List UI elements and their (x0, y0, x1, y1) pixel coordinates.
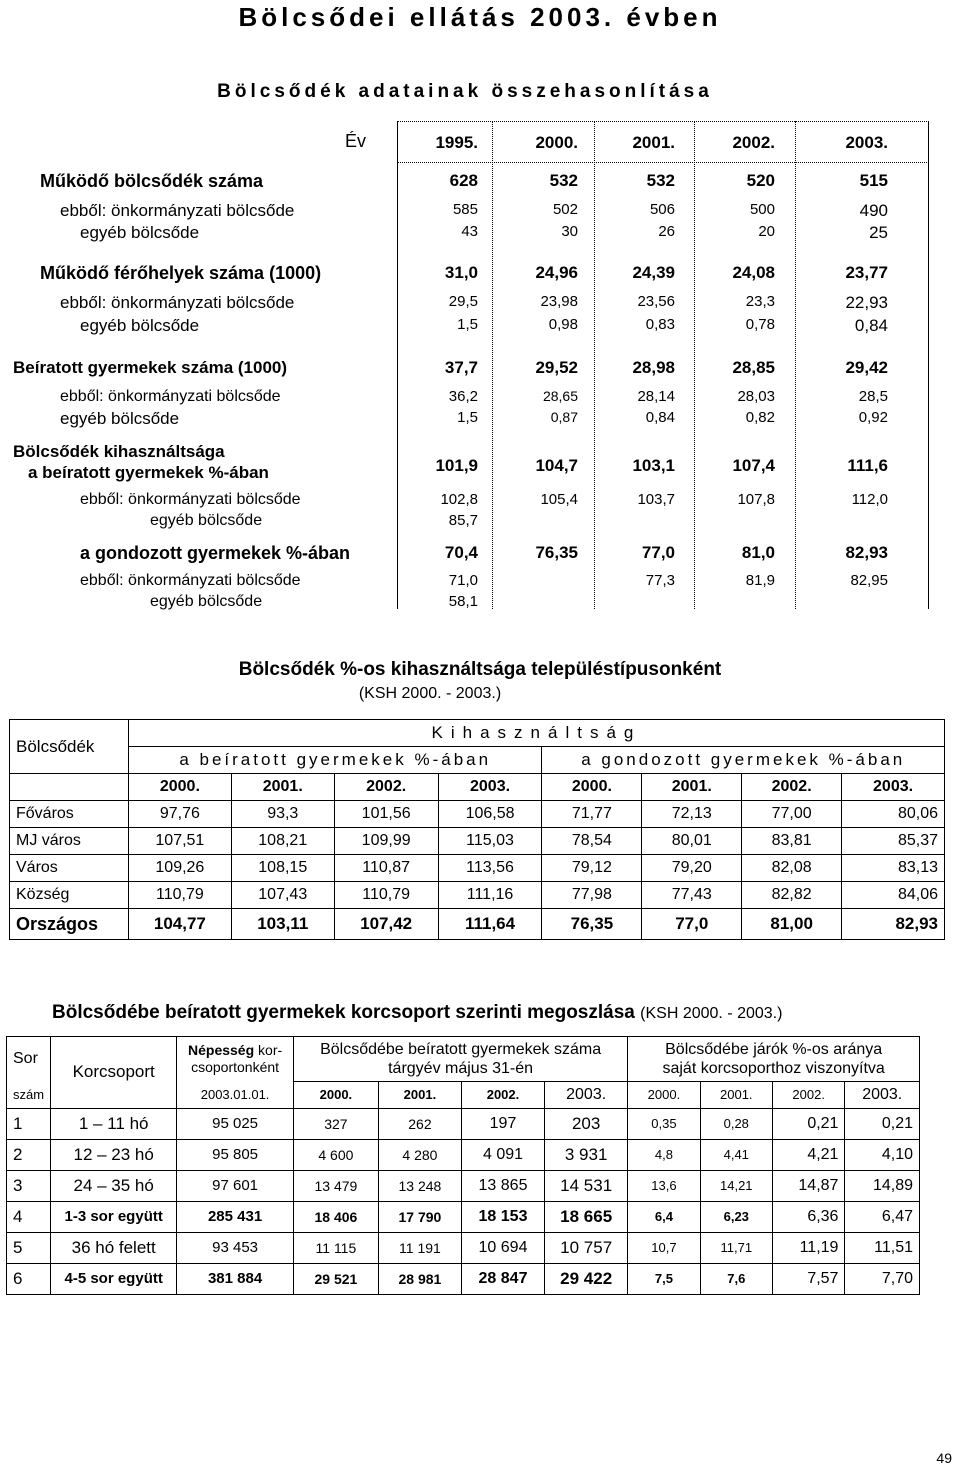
table-cell: 29 422 (545, 1263, 628, 1294)
table-cell: 105,4 (540, 491, 578, 508)
table-cell: 502 (552, 201, 578, 218)
table-cell: 13 479 (293, 1170, 378, 1201)
row-label: 36 hó felett (51, 1232, 177, 1263)
table-cell: 30 (561, 223, 578, 240)
table-row (7, 1170, 920, 1201)
table-cell: 28,85 (732, 358, 775, 377)
col-enrolled (293, 1037, 627, 1082)
table-cell: 93,3 (231, 801, 334, 828)
table-cell: 72,13 (642, 801, 742, 828)
table-cell: 4 091 (461, 1139, 544, 1170)
table-cell: 11,19 (772, 1232, 845, 1263)
table-cell: 18 406 (293, 1201, 378, 1232)
year-header: 2003. (842, 774, 945, 801)
table-cell: 23,77 (845, 263, 888, 282)
table-cell: 7,70 (845, 1263, 920, 1294)
table-cell: 4,10 (845, 1139, 920, 1170)
col-enrolled-2: tárgyév május 31-én (388, 1059, 534, 1077)
row-label: egyéb bölcsőde (150, 512, 263, 529)
row-label: Város (10, 855, 129, 882)
table-cell: 0,98 (548, 316, 578, 333)
year-header: 2001. (642, 774, 742, 801)
table-cell: 109,99 (334, 828, 438, 855)
row-label: 1 – 11 hó (51, 1108, 177, 1139)
table-cell: 7,6 (700, 1263, 772, 1294)
table-cell: 85,7 (448, 512, 478, 529)
table-cell: 515 (859, 171, 888, 190)
grid-line (397, 162, 929, 163)
table-cell: 81,0 (741, 543, 775, 562)
grid-line (397, 121, 929, 122)
table-row (10, 801, 945, 828)
table-cell: 0,84 (854, 316, 888, 335)
table-cell: 77,0 (642, 909, 742, 940)
row-number: 3 (7, 1170, 51, 1201)
table-cell: 6,47 (845, 1201, 920, 1232)
col-population-date: 2003.01.01. (177, 1081, 294, 1108)
table-cell: 14,87 (772, 1170, 845, 1201)
year-header: 2001. (231, 774, 334, 801)
table-cell: 28,5 (858, 388, 888, 405)
age-group-table (6, 1036, 920, 1295)
table-cell: 0,84 (645, 409, 675, 426)
table-cell: 29,42 (845, 358, 888, 377)
row-label: Beíratott gyermekek száma (1000) (13, 358, 288, 377)
table-cell: 103,7 (637, 491, 675, 508)
table-cell: 77,43 (642, 882, 742, 909)
row-label: Község (10, 882, 129, 909)
table-cell: 83,81 (742, 828, 842, 855)
section3-heading (52, 1002, 782, 1024)
table-cell: 17 790 (378, 1201, 461, 1232)
table-cell: 82,93 (845, 543, 888, 562)
row-label: Országos (10, 909, 129, 940)
table-cell: 24,96 (535, 263, 578, 282)
row-label: 4-5 sor együtt (51, 1263, 177, 1294)
sub-header-enrolled: a beíratott gyermekek %-ában (128, 747, 542, 774)
col-population-1b: kor- (258, 1042, 283, 1058)
population-cell: 95 025 (177, 1108, 294, 1139)
year-header: 2003. (845, 133, 888, 152)
table-cell: 101,56 (334, 801, 438, 828)
page-title: Bölcsődei ellátás 2003. évben (238, 2, 722, 32)
table-cell: 24,08 (732, 263, 775, 282)
table-cell: 28 981 (378, 1263, 461, 1294)
table-cell: 107,8 (737, 491, 775, 508)
col-ratio (628, 1037, 920, 1082)
grid-line (795, 121, 796, 609)
col-korcsoport: Korcsoport (51, 1037, 177, 1109)
table-cell: 82,82 (742, 882, 842, 909)
table-cell: 107,51 (128, 828, 231, 855)
table-row (7, 1139, 920, 1170)
row-label: egyéb bölcsőde (60, 409, 180, 428)
table-cell: 11 191 (378, 1232, 461, 1263)
grid-line (492, 121, 493, 609)
table-cell: 0,35 (628, 1108, 700, 1139)
table-cell: 532 (646, 171, 675, 190)
table-cell: 82,95 (850, 572, 888, 589)
year-header: 2000. (628, 1081, 700, 1108)
blank-cell (10, 774, 129, 801)
table-cell: 23,3 (745, 293, 775, 310)
table-cell: 0,83 (645, 316, 675, 333)
table-cell: 81,9 (745, 572, 775, 589)
page-number: 49 (936, 1450, 952, 1466)
row-label: a gondozott gyermekek %-ában (80, 543, 351, 563)
col-population (177, 1037, 294, 1082)
table-cell: 81,00 (742, 909, 842, 940)
table-cell: 102,8 (440, 491, 478, 508)
table-cell: 11,51 (845, 1232, 920, 1263)
table-cell: 25 (869, 223, 888, 242)
population-cell: 381 884 (177, 1263, 294, 1294)
row-label: ebből: önkormányzati bölcsőde (80, 572, 301, 589)
table-cell: 0,21 (845, 1108, 920, 1139)
table-cell: 1,5 (457, 316, 478, 333)
row-label: egyéb bölcsőde (150, 593, 263, 610)
table-cell: 13,6 (628, 1170, 700, 1201)
row-label: ebből: önkormányzati bölcsőde (60, 201, 295, 220)
table-cell: 43 (461, 223, 478, 240)
table-row (10, 882, 945, 909)
year-header: 2003. (845, 1081, 920, 1108)
table-cell: 13 865 (461, 1170, 544, 1201)
year-header: 2003. (545, 1081, 628, 1108)
table-cell: 71,0 (448, 572, 478, 589)
table-cell: 18 153 (461, 1201, 544, 1232)
table-cell: 97,76 (128, 801, 231, 828)
year-header: 2003. (438, 774, 542, 801)
table-cell: 110,79 (334, 882, 438, 909)
population-cell: 95 805 (177, 1139, 294, 1170)
table-cell: 520 (746, 171, 775, 190)
year-header: 2001. (632, 133, 675, 152)
table-row (7, 1263, 920, 1294)
row-label: 1-3 sor együtt (51, 1201, 177, 1232)
table-cell: 14,89 (845, 1170, 920, 1201)
table-cell: 111,6 (847, 456, 888, 475)
table-cell: 22,93 (845, 293, 888, 312)
table-cell: 31,0 (444, 263, 478, 282)
table-cell: 37,7 (444, 358, 478, 377)
row-header: Bölcsődék (10, 720, 129, 774)
table-cell: 197 (461, 1108, 544, 1139)
table-cell: 85,37 (842, 828, 945, 855)
table-cell: 77,0 (641, 543, 675, 562)
table-cell: 107,4 (732, 456, 775, 475)
section3-title: Bölcsődébe beíratott gyermekek korcsoport szerinti megoszlása (52, 1002, 635, 1023)
table-cell: 109,26 (128, 855, 231, 882)
row-label: ebből: önkormányzati bölcsőde (60, 293, 295, 312)
settlement-table (9, 719, 945, 940)
col-ratio-2: saját korcsoporthoz viszonyítva (662, 1059, 885, 1077)
table-cell: 500 (749, 201, 775, 218)
table-cell: 113,56 (438, 855, 542, 882)
table-cell: 108,21 (231, 828, 334, 855)
table-cell: 29,5 (448, 293, 478, 310)
table-cell: 77,00 (742, 801, 842, 828)
table-cell: 10 757 (545, 1232, 628, 1263)
table-cell: 506 (649, 201, 675, 218)
table-cell: 108,15 (231, 855, 334, 882)
table-cell: 6,4 (628, 1201, 700, 1232)
population-cell: 93 453 (177, 1232, 294, 1263)
table-cell: 107,42 (334, 909, 438, 940)
row-number: 1 (7, 1108, 51, 1139)
table-cell: 4,8 (628, 1139, 700, 1170)
table-cell: 11,71 (700, 1232, 772, 1263)
table-cell: 585 (452, 201, 478, 218)
col-population-2: csoportonként (191, 1059, 280, 1075)
table-cell: 104,7 (535, 456, 578, 475)
grid-line (694, 121, 695, 609)
table-cell: 26 (658, 223, 675, 240)
table-cell: 0,78 (745, 316, 775, 333)
row-label: egyéb bölcsőde (80, 316, 200, 335)
table-cell: 104,77 (128, 909, 231, 940)
table-cell: 28,65 (542, 388, 578, 404)
row-number: 4 (7, 1201, 51, 1232)
table-cell: 82,93 (842, 909, 945, 940)
grid-line (594, 121, 595, 609)
table-cell: 36,2 (448, 388, 478, 405)
year-header: 2002. (461, 1081, 544, 1108)
table-cell: 6,36 (772, 1201, 845, 1232)
row-label: 24 – 35 hó (51, 1170, 177, 1201)
table-cell: 0,28 (700, 1108, 772, 1139)
table-cell: 110,87 (334, 855, 438, 882)
table-cell: 0,87 (550, 409, 578, 425)
table-cell: 29,52 (535, 358, 578, 377)
year-header: 2000. (535, 133, 578, 152)
table-row (7, 1201, 920, 1232)
table-cell: 4,41 (700, 1139, 772, 1170)
table-cell: 80,06 (842, 801, 945, 828)
table-cell: 107,43 (231, 882, 334, 909)
table-cell: 112,0 (851, 491, 888, 508)
table-cell: 28,98 (632, 358, 675, 377)
table-cell: 23,56 (637, 293, 675, 310)
table-cell: 115,03 (438, 828, 542, 855)
table-cell: 262 (378, 1108, 461, 1139)
row-number: 2 (7, 1139, 51, 1170)
table-row (10, 828, 945, 855)
table-cell: 28,03 (737, 388, 775, 405)
table-cell: 7,5 (628, 1263, 700, 1294)
year-header: 2000. (128, 774, 231, 801)
col-ratio-1: Bölcsődébe járók %-os aránya (665, 1040, 883, 1058)
row-label: 12 – 23 hó (51, 1139, 177, 1170)
table-row (7, 1108, 920, 1139)
table-cell: 14 531 (545, 1170, 628, 1201)
year-header: 2002. (334, 774, 438, 801)
table-cell: 13 248 (378, 1170, 461, 1201)
row-label: ebből: önkormányzati bölcsőde (80, 491, 301, 508)
year-header: 2000. (293, 1081, 378, 1108)
sub-header-cared: a gondozott gyermekek %-ában (542, 747, 945, 774)
table-cell: 28,14 (637, 388, 675, 405)
table-cell: 628 (449, 171, 478, 190)
table-cell: 0,92 (858, 409, 888, 426)
col-szam: szám (7, 1081, 51, 1108)
table-cell: 4 600 (293, 1139, 378, 1170)
row-label: Működő férőhelyek száma (1000) (40, 263, 322, 283)
table-cell: 76,35 (535, 543, 578, 562)
year-header: 2002. (772, 1081, 845, 1108)
table-cell: 532 (549, 171, 578, 190)
table-cell: 0,21 (772, 1108, 845, 1139)
year-header: 1995. (435, 133, 478, 152)
table-cell: 78,54 (542, 828, 642, 855)
table-cell: 101,9 (435, 456, 478, 475)
table-cell: 7,57 (772, 1263, 845, 1294)
table-cell: 77,3 (645, 572, 675, 589)
row-label: Bölcsődék kihasználtsága (13, 442, 225, 461)
table-cell: 71,77 (542, 801, 642, 828)
table-cell: 20 (758, 223, 775, 240)
row-label: Működő bölcsődék száma (40, 171, 264, 191)
table-cell: 1,5 (457, 409, 478, 426)
population-cell: 97 601 (177, 1170, 294, 1201)
table-row (10, 855, 945, 882)
year-label: Év (345, 131, 367, 151)
group-header: Kihasználtság (128, 720, 944, 747)
table-cell: 80,01 (642, 828, 742, 855)
table-cell: 28 847 (461, 1263, 544, 1294)
section1-title: Bölcsődék adatainak összehasonlítása (217, 81, 713, 102)
year-header: 2002. (732, 133, 775, 152)
row-label: egyéb bölcsőde (80, 223, 200, 242)
table-cell: 82,08 (742, 855, 842, 882)
table-cell: 103,1 (632, 456, 675, 475)
table-cell: 10,7 (628, 1232, 700, 1263)
grid-line (397, 121, 398, 609)
table-cell: 70,4 (444, 543, 478, 562)
row-number: 5 (7, 1232, 51, 1263)
population-cell: 285 431 (177, 1201, 294, 1232)
year-header: 2000. (542, 774, 642, 801)
table-cell: 6,23 (700, 1201, 772, 1232)
table-cell: 18 665 (545, 1201, 628, 1232)
section3-source: (KSH 2000. - 2003.) (640, 1005, 783, 1022)
col-sor: Sor (7, 1037, 51, 1082)
table-row (10, 909, 945, 940)
table-cell: 490 (859, 201, 888, 220)
table-cell: 76,35 (542, 909, 642, 940)
table-cell: 3 931 (545, 1139, 628, 1170)
table-cell: 111,64 (438, 909, 542, 940)
table-cell: 77,98 (542, 882, 642, 909)
col-population-1: Népesség (188, 1042, 255, 1058)
row-label: Főváros (10, 801, 129, 828)
row-label-2: a beíratott gyermekek %-ában (28, 463, 269, 482)
table-cell: 327 (293, 1108, 378, 1139)
table-cell: 203 (545, 1108, 628, 1139)
grid-line (928, 121, 929, 609)
table-cell: 79,12 (542, 855, 642, 882)
table-cell: 0,82 (745, 409, 775, 426)
table-cell: 84,06 (842, 882, 945, 909)
table-cell: 103,11 (231, 909, 334, 940)
table-cell: 23,98 (540, 293, 578, 310)
year-header: 2001. (700, 1081, 772, 1108)
table-cell: 4 280 (378, 1139, 461, 1170)
col-enrolled-1: Bölcsődébe beíratott gyermekek száma (320, 1040, 602, 1058)
table-cell: 24,39 (632, 263, 675, 282)
section2-source: (KSH 2000. - 2003.) (358, 685, 502, 702)
table-cell: 79,20 (642, 855, 742, 882)
row-label: ebből: önkormányzati bölcsőde (60, 388, 281, 405)
year-header: 2001. (378, 1081, 461, 1108)
table-cell: 58,1 (448, 593, 478, 610)
row-number: 6 (7, 1263, 51, 1294)
table-cell: 4,21 (772, 1139, 845, 1170)
table-cell: 11 115 (293, 1232, 378, 1263)
table-cell: 14,21 (700, 1170, 772, 1201)
table-cell: 10 694 (461, 1232, 544, 1263)
table-cell: 83,13 (842, 855, 945, 882)
table-cell: 106,58 (438, 801, 542, 828)
table-cell: 110,79 (128, 882, 231, 909)
row-label: MJ város (10, 828, 129, 855)
section2-title: Bölcsődék %-os kihasználtsága településtípusonként (238, 659, 722, 680)
year-header: 2002. (742, 774, 842, 801)
table-cell: 29 521 (293, 1263, 378, 1294)
table-row (7, 1232, 920, 1263)
table-cell: 111,16 (438, 882, 542, 909)
